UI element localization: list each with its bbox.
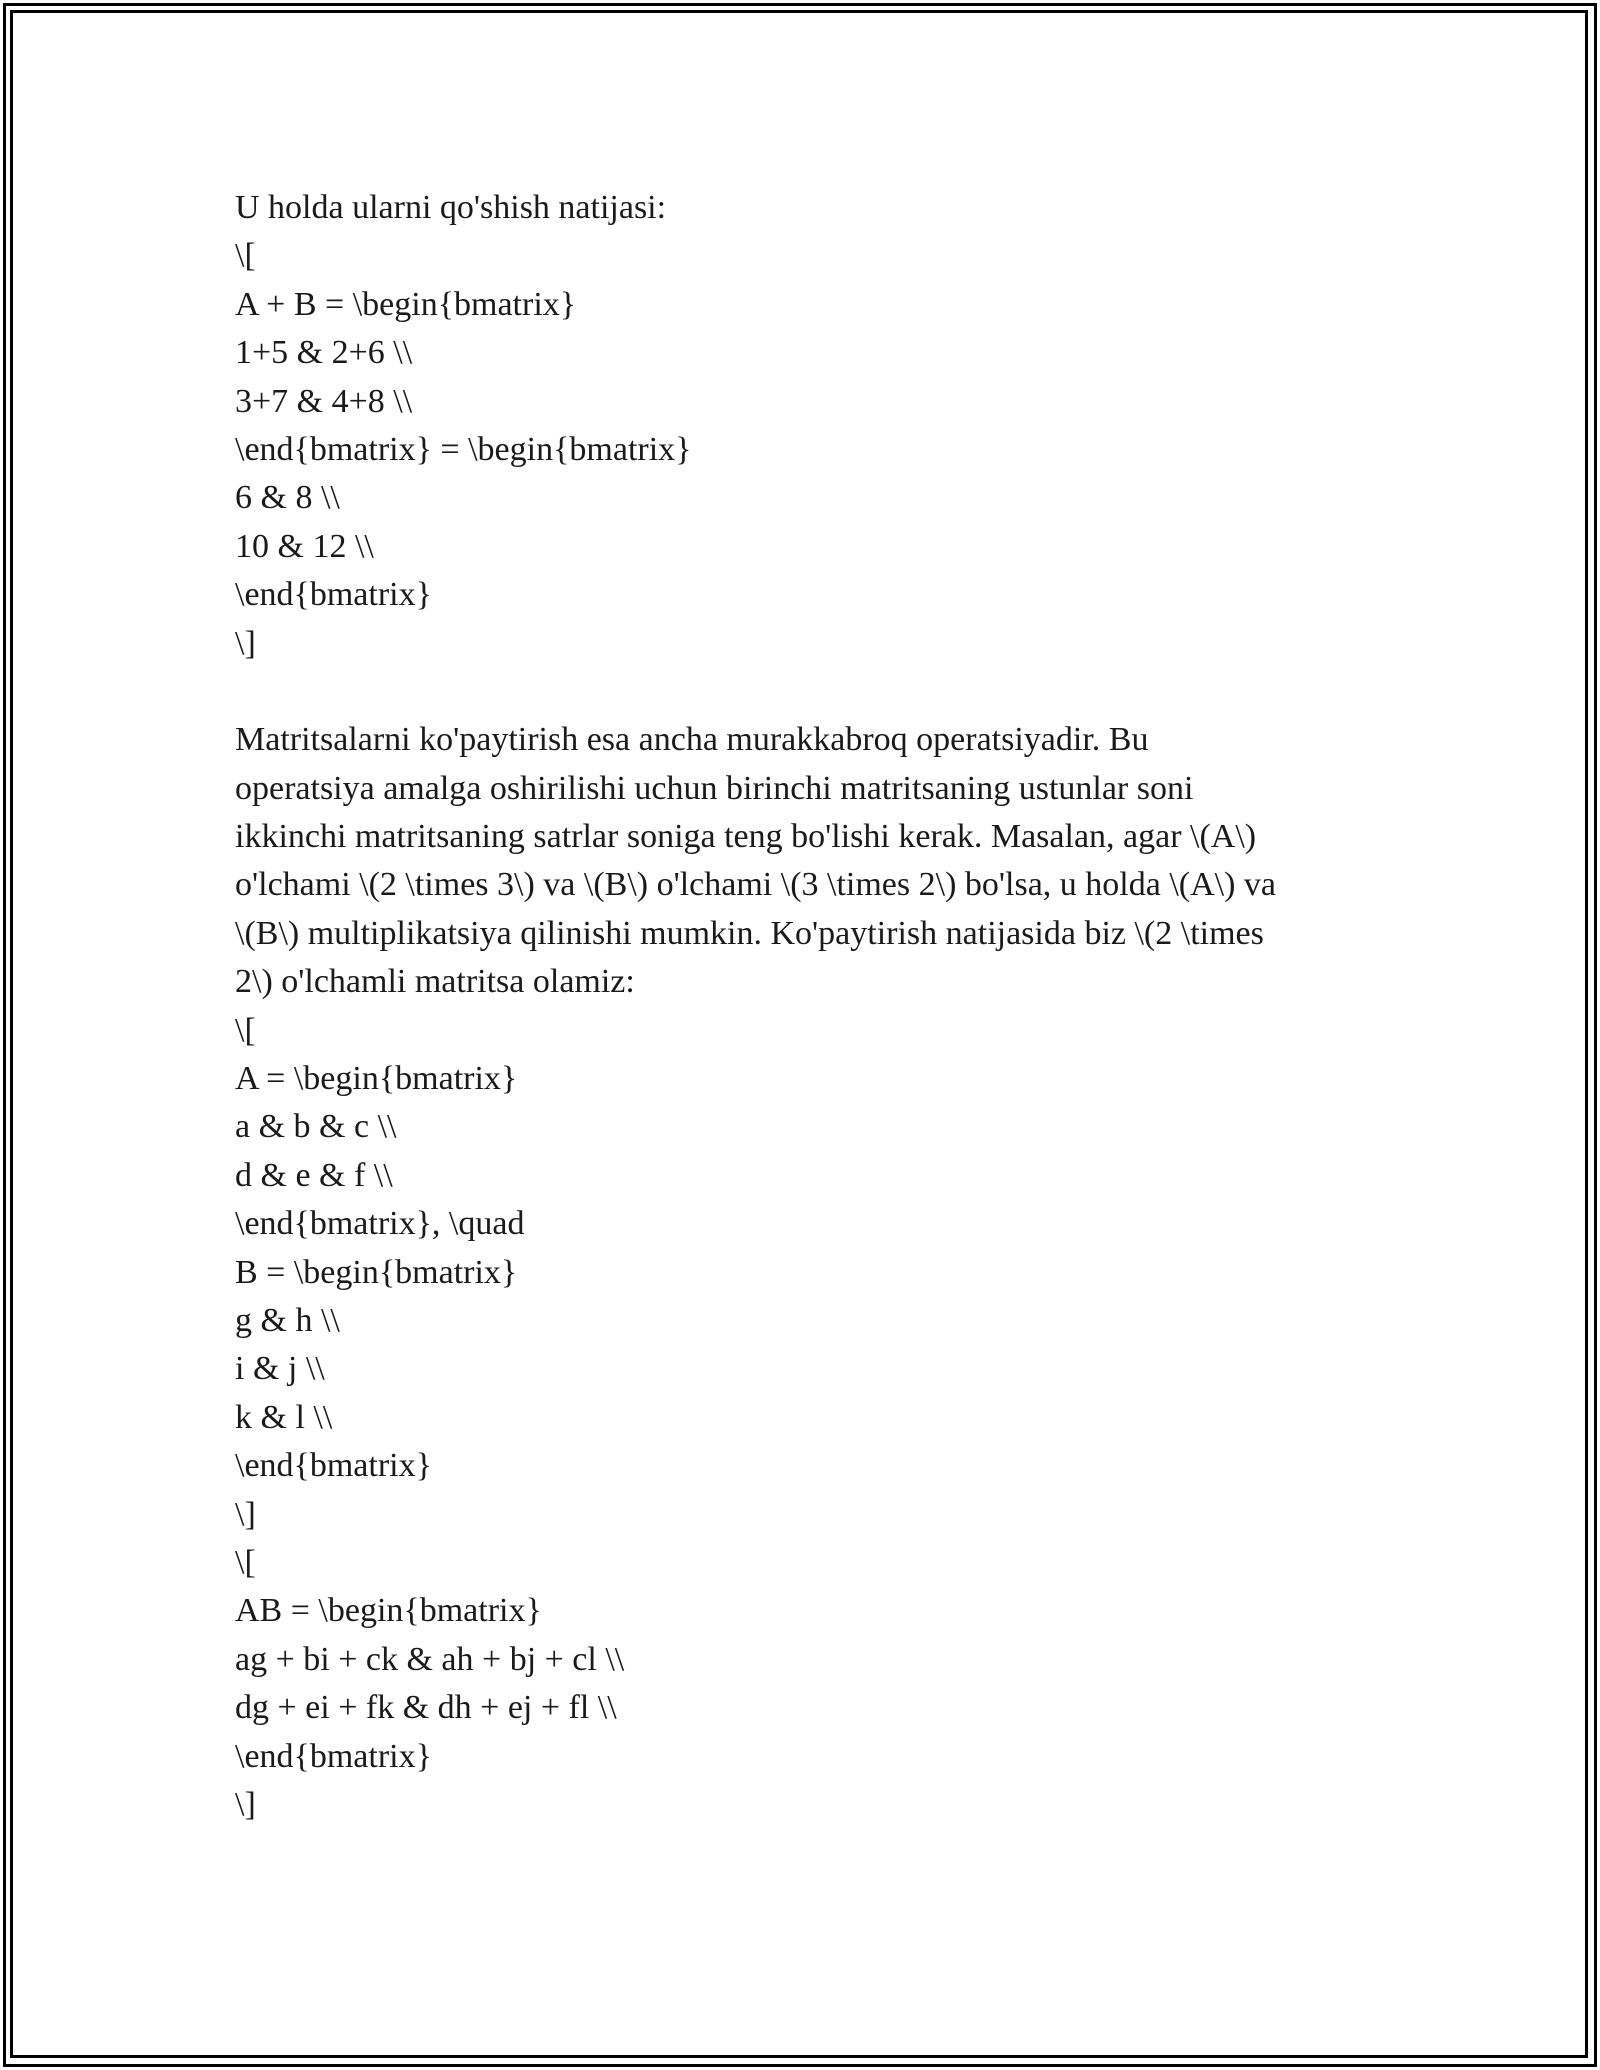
latex-line: 10 & 12 \\ bbox=[235, 527, 374, 565]
latex-line: d & e & f \\ bbox=[235, 1156, 393, 1194]
text-line: U holda ularni qo'shish natijasi: bbox=[235, 189, 667, 226]
latex-line: \] bbox=[235, 1495, 256, 1533]
text-line: operatsiya amalga oshirilishi uchun birinchi matritsaning ustunlar soni bbox=[235, 769, 1194, 807]
latex-line: \[ bbox=[235, 1011, 256, 1049]
text-line: 2\) o'lchamli matritsa olamiz: bbox=[235, 963, 635, 1001]
document-body bbox=[235, 184, 1375, 1829]
latex-line: 3+7 & 4+8 \\ bbox=[235, 382, 413, 420]
text-line: ikkinchi matritsaning satrlar soniga teng bo'lishi kerak. Masalan, agar \(A\) bbox=[235, 818, 1257, 856]
latex-line: \] bbox=[235, 624, 256, 662]
latex-line: dg + ei + fk & dh + ej + fl \\ bbox=[235, 1689, 617, 1727]
latex-line: k & l \\ bbox=[235, 1398, 333, 1436]
latex-line: A = \begin{bmatrix} bbox=[235, 1060, 518, 1098]
latex-line: ag + bi + ck & ah + bj + cl \\ bbox=[235, 1640, 625, 1678]
latex-line: AB = \begin{bmatrix} bbox=[235, 1592, 542, 1630]
latex-line: B = \begin{bmatrix} bbox=[235, 1253, 518, 1291]
latex-line: \end{bmatrix} = \begin{bmatrix} bbox=[235, 430, 692, 468]
text-line: \(B\) multiplikatsiya qilinishi mumkin. Ko'paytirish natijasida biz \(2 \times bbox=[235, 914, 1264, 952]
multiplication-block bbox=[235, 716, 1375, 1829]
latex-line: \[ bbox=[235, 1543, 256, 1581]
addition-block bbox=[235, 184, 1375, 668]
paragraph-spacer bbox=[235, 668, 1375, 716]
latex-line: a & b & c \\ bbox=[235, 1108, 397, 1146]
latex-line: 6 & 8 \\ bbox=[235, 479, 340, 517]
latex-line: \end{bmatrix}, \quad bbox=[235, 1205, 525, 1243]
latex-line: 1+5 & 2+6 \\ bbox=[235, 334, 413, 372]
latex-line: \end{bmatrix} bbox=[235, 1447, 432, 1485]
latex-line: \end{bmatrix} bbox=[235, 1737, 432, 1775]
latex-line: \end{bmatrix} bbox=[235, 576, 432, 614]
latex-line: \[ bbox=[235, 237, 256, 275]
latex-line: i & j \\ bbox=[235, 1350, 325, 1388]
text-line: o'lchami \(2 \times 3\) va \(B\) o'lchami \(3 \times 2\) bo'lsa, u holda \(A\) va bbox=[235, 866, 1277, 904]
text-line: Matritsalarni ko'paytirish esa ancha murakkabroq operatsiyadir. Bu bbox=[235, 721, 1149, 759]
latex-line: g & h \\ bbox=[235, 1301, 340, 1339]
latex-line: A + B = \begin{bmatrix} bbox=[235, 285, 577, 323]
latex-line: \] bbox=[235, 1785, 256, 1823]
